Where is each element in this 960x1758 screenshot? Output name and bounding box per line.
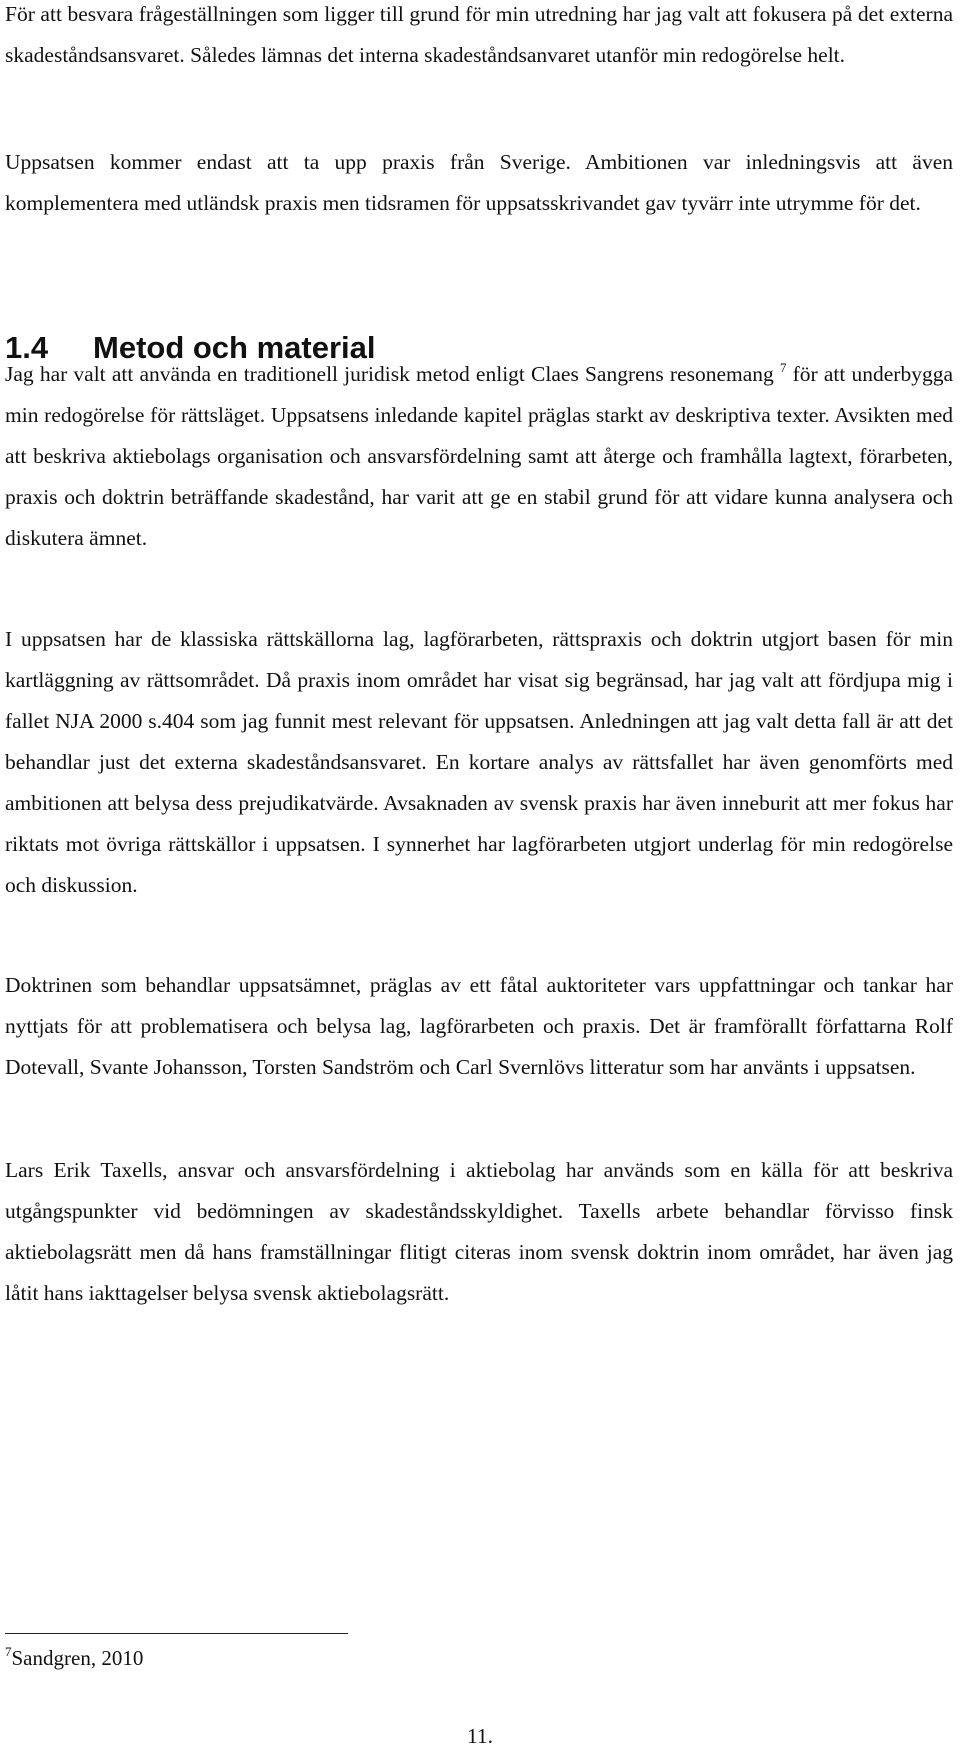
taxell-paragraph: Lars Erik Taxells, ansvar och ansvarsfördelning i aktiebolag har används som en källa för att beskriva utgångspunkter vid bedömningen av skadeståndsskyldighet. Taxells arbete behandlar förvisso finsk aktiebolagsrätt men då hans framställningar flitigt citeras inom svensk doktrin inom området, har även jag låtit hans iakttagelser belysa svensk aktiebolagsrätt. bbox=[5, 1158, 953, 1305]
page-number: 11. bbox=[466, 1724, 494, 1748]
scope-paragraph: För att besvara frågeställningen som ligger till grund för min utredning har jag valt att fokusera på det externa skadeståndsansvaret. Således lämnas det interna skadeståndsanvaret utanför min redogörelse helt. bbox=[5, 2, 953, 67]
section-number: 1.4 bbox=[5, 330, 49, 365]
method-text-end: för att underbygga min redogörelse för rättsläget. Uppsatsens inledande kapitel präglas starkt av deskriptiva texter. Avsikten med att beskriva aktiebolags organisation och ansvarsfördelning samt att återge och framhålla lagtext, förarbeten, praxis och doktrin beträffande skadestånd, har varit att ge en stabil grund för att vidare kunna analysera och diskutera ämnet. bbox=[5, 362, 953, 550]
sources-scope-paragraph: Uppsatsen kommer endast att ta upp praxis från Sverige. Ambitionen var inledningsvis att även komplementera med utländsk praxis men tidsramen för uppsatsskrivandet gav tyvärr inte utrymme för det. bbox=[5, 150, 953, 215]
section-title: Metod och material bbox=[93, 330, 376, 365]
footnote-text: Sandgren, 2010 bbox=[11, 1646, 144, 1670]
method-text-start: Jag har valt att använda en traditionell juridisk metod enligt Claes Sangrens resonemang bbox=[5, 362, 774, 386]
footnote-reference[interactable]: 7 bbox=[779, 360, 787, 375]
legal-sources-paragraph: I uppsatsen har de klassiska rättskällorna lag, lagförarbeten, rättspraxis och doktrin utgjort basen för min kartläggning av rättsområdet. Då praxis inom området har visat sig begränsad, har jag valt att fördjupa mig i fallet NJA 2000 s.404 som jag funnit mest relevant för uppsatsen. Anledningen att jag valt detta fall är att det behandlar just det externa skadeståndsansvaret. En kortare analys av rättsfallet har även genomförts med ambitionen att belysa dess prejudikatvärde. Avsaknaden av svensk praxis har även inneburit att mer fokus har riktats mot övriga rättskällor i uppsatsen. I synnerhet har lagförarbeten utgjort underlag för min redogörelse och diskussion. bbox=[5, 627, 953, 897]
method-paragraph bbox=[5, 354, 953, 559]
footnote bbox=[5, 1644, 143, 1672]
doctrine-paragraph: Doktrinen som behandlar uppsatsämnet, präglas av ett fåtal auktoriteter vars uppfattningar och tankar har nyttjats för att problematisera och belysa lag, lagförarbeten och praxis. Det är framförallt författarna Rolf Dotevall, Svante Johansson, Torsten Sandström och Carl Svernlövs litteratur som har använts i uppsatsen. bbox=[5, 973, 953, 1079]
footnote-marker: 7 bbox=[5, 1644, 12, 1659]
footnote-divider bbox=[5, 1633, 348, 1634]
